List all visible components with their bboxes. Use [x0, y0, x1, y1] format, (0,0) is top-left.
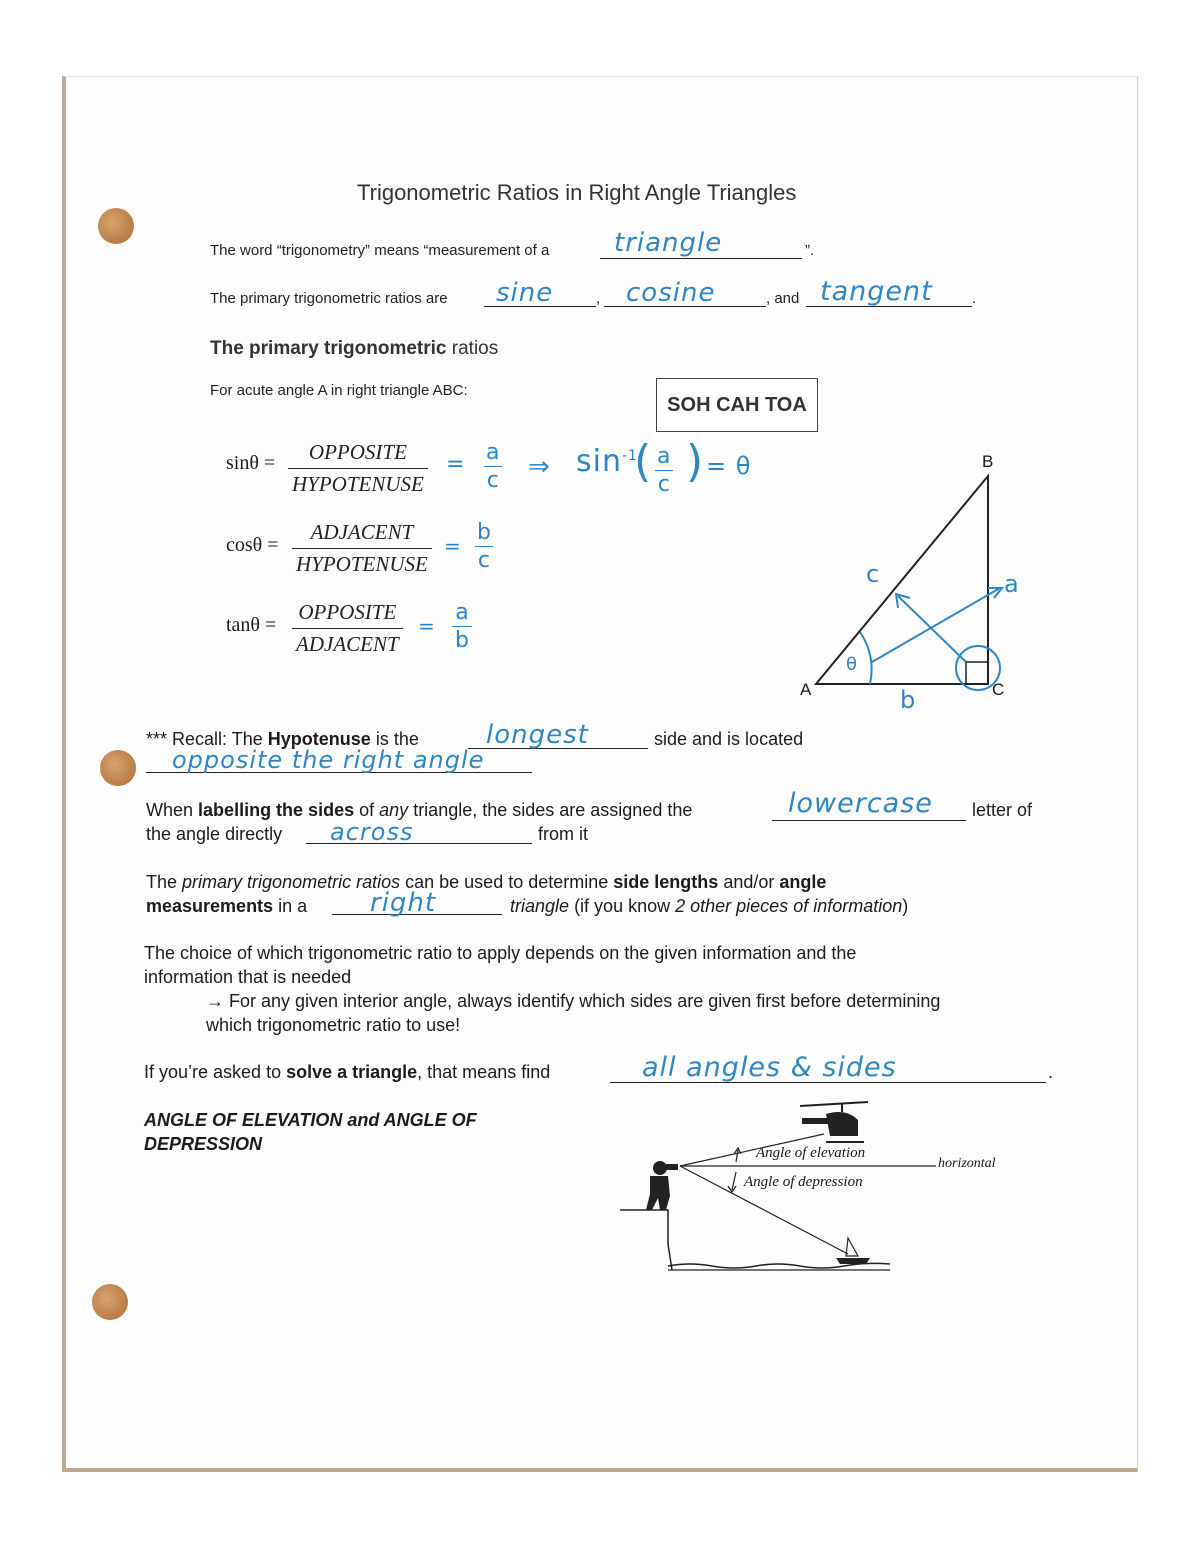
cos-hw-numerator: b [477, 520, 491, 545]
mnemonic-box: SOH CAH TOA [656, 378, 818, 432]
elevation-label: Angle of elevation [756, 1145, 866, 1161]
inverse-close-paren: ) [686, 436, 705, 487]
primary-use-bold-2: angle [779, 872, 827, 892]
horizontal-label: horizontal [938, 1156, 996, 1171]
ratios-separator-1: , [596, 290, 601, 307]
tan-function: tanθ = [226, 614, 277, 636]
labelling-bold: labelling the sides [198, 800, 355, 820]
inverse-open-paren: ( [634, 436, 653, 487]
ratios-answer-tangent: tangent [820, 276, 933, 307]
vertex-label-a: A [800, 680, 812, 699]
primary-use-italic-3: 2 other pieces of information [675, 896, 903, 916]
inverse-sine-exponent: -1 [621, 448, 638, 464]
primary-use-text-4: in a [278, 896, 308, 916]
recall-bold: Hypotenuse [267, 729, 371, 749]
tan-denominator: ADJACENT [292, 628, 403, 657]
labelling-text-2: of [359, 800, 375, 820]
primary-use-bold-1: side lengths [613, 872, 719, 892]
tan-numerator: OPPOSITE [298, 600, 397, 624]
definition-suffix: ”. [805, 242, 815, 259]
acute-angle-line: For acute angle A in right triangle ABC: [210, 382, 468, 399]
choice-line-1: The choice of which trigonometric ratio to apply depends on the given information and the [144, 943, 857, 963]
primary-use-italic-1: primary trigonometric ratios [182, 872, 401, 892]
choice-arrow-line-1: → For any given interior angle, always identify which sides are given first before determining [206, 991, 941, 1011]
primary-use-bold-3: measurements [146, 896, 274, 916]
solve-suffix: . [1048, 1062, 1054, 1082]
recall-answer-opposite: opposite the right angle [172, 746, 485, 774]
helicopter-icon [800, 1102, 868, 1142]
cos-hw-denominator: c [475, 546, 493, 573]
primary-use-text-3: and/or [723, 872, 775, 892]
implies-arrow: ⇒ [528, 452, 551, 482]
labelling-text-3: triangle, the sides are assigned the [413, 800, 693, 820]
cos-function: cosθ = [226, 534, 279, 556]
elevation-heading-line-1: ANGLE OF ELEVATION and ANGLE OF [144, 1110, 477, 1130]
inverse-denominator: c [655, 470, 673, 497]
sin-hw-denominator: c [484, 466, 502, 493]
labelling-answer-across: across [330, 818, 414, 846]
elevation-angle-arrow [736, 1150, 738, 1162]
recall-text-3: side and is located [654, 729, 804, 749]
recall-text-1: Recall: The [172, 729, 263, 749]
ratios-separator-2: , and [766, 290, 800, 307]
labelling-answer-lowercase: lowercase [788, 788, 933, 819]
observer-figure-icon [646, 1161, 678, 1210]
definition-answer: triangle [614, 228, 723, 258]
cos-numerator: ADJACENT [310, 520, 414, 544]
sin-denominator: HYPOTENUSE [288, 468, 428, 497]
primary-use-text-2: can be used to determine [405, 872, 609, 892]
solve-text-2: , that means find [417, 1062, 551, 1082]
labelling-text-1: When [146, 800, 194, 820]
recall-text-2: is the [375, 729, 419, 749]
side-label-a: a [1004, 570, 1020, 598]
solve-bold: solve a triangle [286, 1062, 418, 1082]
labelling-text-6: from it [538, 824, 589, 844]
side-label-b: b [900, 686, 917, 714]
tan-equals: = [418, 614, 436, 638]
primary-use-answer-right: right [370, 888, 437, 918]
sin-hw-numerator: a [486, 440, 500, 465]
primary-use-italic-2: triangle [510, 896, 570, 916]
sin-equals: = [446, 452, 466, 477]
inverse-numerator: a [657, 444, 671, 469]
vertex-label-c: C [992, 680, 1005, 699]
elevation-heading-line-2: DEPRESSION [144, 1134, 263, 1154]
theta-label: θ [846, 654, 859, 675]
tan-hw-denominator: b [452, 626, 472, 653]
water-line [668, 1263, 890, 1268]
primary-use-text-6: ) [902, 896, 909, 916]
tan-hw-numerator: a [455, 600, 469, 625]
recall-answer-longest: longest [486, 720, 589, 750]
page-title: Trigonometric Ratios in Right Angle Triangles [357, 180, 797, 205]
solve-text-1: If you’re asked to [144, 1062, 282, 1082]
vertex-label-b: B [982, 452, 994, 471]
choice-line-2: information that is needed [144, 967, 352, 987]
recall-stars: *** [146, 729, 168, 749]
cos-denominator: HYPOTENUSE [292, 548, 432, 577]
primary-use-text-5: (if you know [574, 896, 671, 916]
sin-function: sinθ = [226, 452, 276, 474]
definition-prefix: The word “trigonometry” means “measurement of a [210, 242, 550, 259]
choice-arrow-line-2: which trigonometric ratio to use! [206, 1015, 461, 1035]
cos-equals: = [444, 534, 462, 558]
labelling-text-4: letter of [972, 800, 1033, 820]
section-heading-bold: The primary trigonometric [210, 338, 447, 359]
solve-answer: all angles & sides [642, 1052, 897, 1083]
inverse-result: = θ [706, 452, 752, 480]
side-label-c: c [866, 560, 881, 588]
depression-label: Angle of depression [744, 1174, 863, 1190]
ratios-suffix: . [972, 290, 977, 307]
section-heading-normal: ratios [451, 338, 499, 359]
ratios-answer-sine: sine [496, 278, 554, 308]
ratios-prefix: The primary trigonometric ratios are [210, 290, 448, 307]
primary-use-text-1: The [146, 872, 178, 892]
inverse-sine-fn: sin [576, 444, 622, 479]
ratios-answer-cosine: cosine [626, 278, 716, 308]
sin-numerator: OPPOSITE [308, 440, 407, 464]
labelling-italic: any [379, 800, 409, 820]
labelling-text-5: the angle directly [146, 824, 283, 844]
cliff-edge [620, 1210, 672, 1270]
